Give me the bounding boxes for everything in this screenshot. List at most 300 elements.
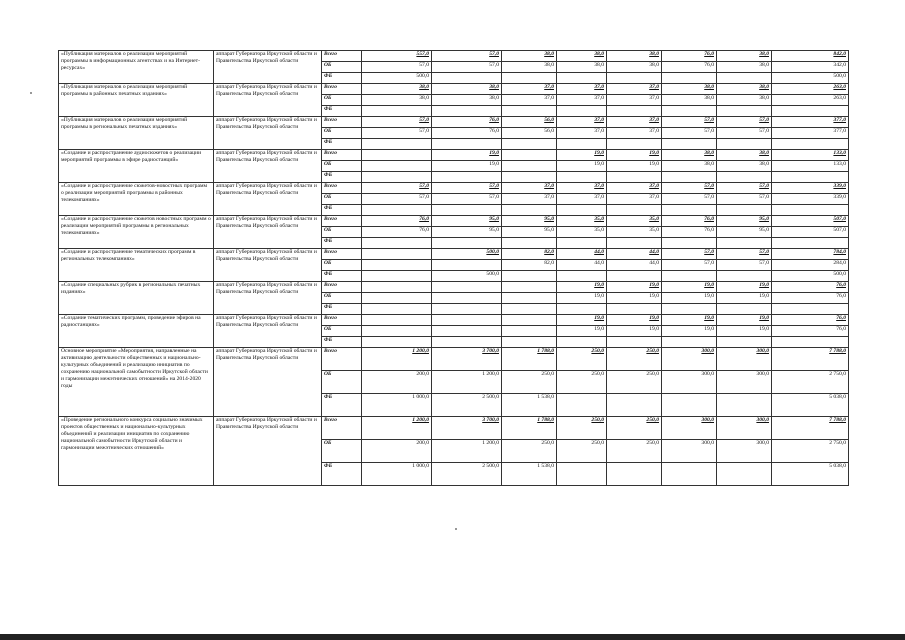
- executor-cell: аппарат Губернатора Иркутской области и Правительства Иркутской области: [214, 51, 322, 84]
- value-cell: 38,0: [717, 95, 772, 106]
- value-cell: 76,0: [432, 128, 502, 139]
- value-cell: 82,0: [502, 260, 557, 271]
- value-cell: 95,0: [717, 216, 772, 227]
- value-cell: 19,0: [557, 282, 607, 293]
- executor-cell: аппарат Губернатора Иркутской области и Правительства Иркутской области: [214, 84, 322, 117]
- activity-name-cell: «Создание и распространение аудиосюжетов о реализации мероприятий программы в эфире радиостанций»: [59, 150, 214, 183]
- value-cell: 82,0: [502, 249, 557, 260]
- value-cell: 44,0: [607, 249, 662, 260]
- value-cell: 38,0: [717, 51, 772, 62]
- value-cell: [717, 304, 772, 315]
- value-cell: [607, 337, 662, 348]
- total-value-cell: 784,0: [772, 249, 849, 260]
- value-cell: 95,0: [432, 216, 502, 227]
- value-cell: 1 788,0: [502, 417, 557, 440]
- value-cell: 38,0: [432, 95, 502, 106]
- value-cell: 37,0: [557, 128, 607, 139]
- funding-source-cell: ФБ: [322, 337, 362, 348]
- value-cell: [362, 293, 432, 304]
- value-cell: 250,0: [607, 417, 662, 440]
- value-cell: [362, 326, 432, 337]
- total-value-cell: 377,0: [772, 128, 849, 139]
- value-cell: [662, 205, 717, 216]
- value-cell: 38,0: [662, 161, 717, 172]
- value-cell: [717, 139, 772, 150]
- funding-source-cell: Всего: [322, 249, 362, 260]
- funding-source-cell: ОБ: [322, 371, 362, 394]
- value-cell: 38,0: [607, 51, 662, 62]
- table-row: [59, 84, 849, 95]
- value-cell: 38,0: [717, 84, 772, 95]
- value-cell: 37,0: [557, 95, 607, 106]
- value-cell: 300,0: [717, 417, 772, 440]
- value-cell: [502, 73, 557, 84]
- value-cell: 37,0: [607, 183, 662, 194]
- total-value-cell: 76,0: [772, 326, 849, 337]
- activity-name-cell: «Создание и распространение тематических программ в региональных телекомпаниях»: [59, 249, 214, 282]
- value-cell: [607, 139, 662, 150]
- value-cell: [717, 337, 772, 348]
- value-cell: 37,0: [607, 194, 662, 205]
- total-value-cell: 76,0: [772, 282, 849, 293]
- table-row: [59, 117, 849, 128]
- value-cell: [717, 73, 772, 84]
- value-cell: 57,0: [362, 194, 432, 205]
- funding-source-cell: ФБ: [322, 238, 362, 249]
- value-cell: 1 200,0: [362, 417, 432, 440]
- funding-source-cell: ОБ: [322, 440, 362, 463]
- value-cell: 57,0: [432, 62, 502, 73]
- activity-name-cell: «Создание специальных рубрик в региональных печатных изданиях»: [59, 282, 214, 315]
- value-cell: 38,0: [502, 62, 557, 73]
- table-row: [59, 282, 849, 293]
- value-cell: 500,0: [362, 73, 432, 84]
- activity-name-cell: «Публикация материалов о реализации мероприятий программы в информационных агентствах и на Интернет-ресурсах»: [59, 51, 214, 84]
- value-cell: 57,0: [717, 249, 772, 260]
- funding-source-cell: ФБ: [322, 172, 362, 183]
- value-cell: 38,0: [557, 51, 607, 62]
- value-cell: [502, 293, 557, 304]
- value-cell: 557,0: [362, 51, 432, 62]
- value-cell: 57,0: [432, 51, 502, 62]
- value-cell: 300,0: [717, 371, 772, 394]
- value-cell: [362, 205, 432, 216]
- value-cell: [432, 139, 502, 150]
- value-cell: [557, 238, 607, 249]
- funding-source-cell: Всего: [322, 348, 362, 371]
- value-cell: [662, 304, 717, 315]
- total-value-cell: 500,0: [772, 271, 849, 282]
- value-cell: [432, 106, 502, 117]
- value-cell: [432, 282, 502, 293]
- value-cell: 300,0: [717, 348, 772, 371]
- scan-speck: [30, 92, 32, 94]
- value-cell: 19,0: [607, 315, 662, 326]
- value-cell: 38,0: [607, 62, 662, 73]
- value-cell: 38,0: [717, 161, 772, 172]
- value-cell: 44,0: [607, 260, 662, 271]
- value-cell: 57,0: [717, 128, 772, 139]
- value-cell: 19,0: [432, 150, 502, 161]
- value-cell: 19,0: [662, 315, 717, 326]
- value-cell: [717, 394, 772, 417]
- value-cell: 19,0: [662, 326, 717, 337]
- total-value-cell: 76,0: [772, 315, 849, 326]
- value-cell: [662, 337, 717, 348]
- total-value-cell: 284,0: [772, 260, 849, 271]
- value-cell: [432, 238, 502, 249]
- value-cell: 95,0: [502, 216, 557, 227]
- value-cell: [607, 205, 662, 216]
- total-value-cell: 500,0: [772, 73, 849, 84]
- budget-table-body: [59, 51, 849, 486]
- value-cell: [557, 463, 607, 486]
- value-cell: [362, 304, 432, 315]
- funding-source-cell: ФБ: [322, 271, 362, 282]
- value-cell: 44,0: [557, 260, 607, 271]
- value-cell: 95,0: [502, 227, 557, 238]
- value-cell: 57,0: [362, 62, 432, 73]
- value-cell: 19,0: [717, 315, 772, 326]
- total-value-cell: 339,0: [772, 194, 849, 205]
- executor-cell: аппарат Губернатора Иркутской области и Правительства Иркутской области: [214, 150, 322, 183]
- value-cell: 500,0: [432, 271, 502, 282]
- value-cell: 1 200,0: [432, 371, 502, 394]
- value-cell: 76,0: [362, 216, 432, 227]
- value-cell: 37,0: [557, 117, 607, 128]
- value-cell: 19,0: [557, 293, 607, 304]
- total-value-cell: 263,0: [772, 84, 849, 95]
- value-cell: 19,0: [717, 293, 772, 304]
- value-cell: [362, 249, 432, 260]
- value-cell: 19,0: [662, 293, 717, 304]
- value-cell: 57,0: [662, 128, 717, 139]
- value-cell: 250,0: [557, 417, 607, 440]
- value-cell: [502, 282, 557, 293]
- value-cell: [717, 172, 772, 183]
- value-cell: [717, 271, 772, 282]
- total-value-cell: 507,0: [772, 216, 849, 227]
- value-cell: 38,0: [662, 95, 717, 106]
- value-cell: [502, 161, 557, 172]
- value-cell: 250,0: [607, 371, 662, 394]
- value-cell: [362, 172, 432, 183]
- funding-source-cell: ФБ: [322, 304, 362, 315]
- value-cell: 3 700,0: [432, 417, 502, 440]
- value-cell: 37,0: [607, 128, 662, 139]
- value-cell: [432, 315, 502, 326]
- value-cell: 19,0: [607, 326, 662, 337]
- value-cell: [607, 73, 662, 84]
- activity-name-cell: «Публикация материалов о реализации мероприятий программы в региональных печатных изданиях»: [59, 117, 214, 150]
- value-cell: 37,0: [557, 194, 607, 205]
- funding-source-cell: ФБ: [322, 106, 362, 117]
- value-cell: 38,0: [662, 84, 717, 95]
- value-cell: 35,0: [607, 227, 662, 238]
- value-cell: 37,0: [502, 194, 557, 205]
- value-cell: 57,0: [662, 183, 717, 194]
- value-cell: [432, 73, 502, 84]
- total-value-cell: 7 788,0: [772, 417, 849, 440]
- value-cell: 1 788,0: [502, 348, 557, 371]
- funding-source-cell: ФБ: [322, 463, 362, 486]
- value-cell: [607, 238, 662, 249]
- value-cell: 19,0: [557, 150, 607, 161]
- value-cell: [502, 139, 557, 150]
- value-cell: [432, 293, 502, 304]
- value-cell: 76,0: [662, 62, 717, 73]
- value-cell: 37,0: [502, 95, 557, 106]
- value-cell: 38,0: [557, 62, 607, 73]
- value-cell: 300,0: [662, 371, 717, 394]
- value-cell: [502, 271, 557, 282]
- value-cell: 76,0: [432, 117, 502, 128]
- value-cell: 37,0: [557, 84, 607, 95]
- value-cell: 35,0: [557, 216, 607, 227]
- value-cell: 57,0: [717, 260, 772, 271]
- value-cell: 2 500,0: [432, 394, 502, 417]
- value-cell: 250,0: [607, 440, 662, 463]
- value-cell: 250,0: [557, 371, 607, 394]
- activity-name-cell: «Проведение регионального конкурса социально значимых проектов общественных и национально-культурных объединений и реализации инициатив по сохранению национальной самобытности Иркутской области и гармонизации межэтнических отношений»: [59, 417, 214, 486]
- value-cell: [502, 315, 557, 326]
- value-cell: [362, 260, 432, 271]
- value-cell: [502, 205, 557, 216]
- activity-name-cell: «Создание и распространение сюжетов новостных программ о реализации мероприятий программы в региональных телекомпаниях»: [59, 216, 214, 249]
- funding-source-cell: ОБ: [322, 260, 362, 271]
- value-cell: [557, 139, 607, 150]
- funding-source-cell: ОБ: [322, 227, 362, 238]
- value-cell: 1 000,0: [362, 394, 432, 417]
- activity-name-cell: Основное мероприятие «Мероприятия, направленные на активизацию деятельности общественных и национально-культурных объединений и реализацию инициатив по сохранению национальной самобытности Иркутской области и гармонизации межэтнических отношений» на 2014-2020 годы: [59, 348, 214, 417]
- value-cell: 300,0: [662, 417, 717, 440]
- value-cell: [607, 463, 662, 486]
- value-cell: [362, 161, 432, 172]
- value-cell: 1 538,0: [502, 463, 557, 486]
- value-cell: [557, 205, 607, 216]
- value-cell: [557, 172, 607, 183]
- total-value-cell: [772, 205, 849, 216]
- value-cell: 95,0: [432, 227, 502, 238]
- value-cell: [362, 238, 432, 249]
- total-value-cell: [772, 337, 849, 348]
- value-cell: 76,0: [362, 227, 432, 238]
- value-cell: 38,0: [432, 84, 502, 95]
- value-cell: 38,0: [362, 84, 432, 95]
- value-cell: [432, 260, 502, 271]
- value-cell: [362, 337, 432, 348]
- value-cell: 56,0: [502, 117, 557, 128]
- value-cell: 35,0: [607, 216, 662, 227]
- value-cell: [717, 106, 772, 117]
- table-row: [59, 417, 849, 440]
- funding-source-cell: ФБ: [322, 139, 362, 150]
- funding-source-cell: ФБ: [322, 205, 362, 216]
- value-cell: 250,0: [557, 348, 607, 371]
- funding-source-cell: Всего: [322, 51, 362, 62]
- value-cell: 56,0: [502, 128, 557, 139]
- value-cell: 250,0: [502, 371, 557, 394]
- value-cell: 76,0: [662, 51, 717, 62]
- scan-bottom-edge: [0, 634, 905, 640]
- value-cell: 37,0: [607, 117, 662, 128]
- total-value-cell: 2 750,0: [772, 440, 849, 463]
- value-cell: 19,0: [717, 282, 772, 293]
- value-cell: 76,0: [662, 216, 717, 227]
- funding-source-cell: ОБ: [322, 95, 362, 106]
- value-cell: [502, 238, 557, 249]
- value-cell: 37,0: [557, 183, 607, 194]
- executor-cell: аппарат Губернатора Иркутской области и Правительства Иркутской области: [214, 117, 322, 150]
- value-cell: 1 000,0: [362, 463, 432, 486]
- total-value-cell: [772, 172, 849, 183]
- value-cell: 37,0: [607, 84, 662, 95]
- funding-source-cell: ОБ: [322, 194, 362, 205]
- total-value-cell: 133,0: [772, 161, 849, 172]
- executor-cell: аппарат Губернатора Иркутской области и Правительства Иркутской области: [214, 282, 322, 315]
- value-cell: 57,0: [662, 249, 717, 260]
- value-cell: 57,0: [662, 117, 717, 128]
- executor-cell: аппарат Губернатора Иркутской области и Правительства Иркутской области: [214, 348, 322, 417]
- value-cell: 57,0: [662, 260, 717, 271]
- value-cell: [502, 337, 557, 348]
- value-cell: [662, 463, 717, 486]
- value-cell: [362, 139, 432, 150]
- table-row: [59, 348, 849, 371]
- value-cell: 1 538,0: [502, 394, 557, 417]
- value-cell: [607, 106, 662, 117]
- value-cell: [607, 304, 662, 315]
- value-cell: [662, 106, 717, 117]
- value-cell: 19,0: [717, 326, 772, 337]
- total-value-cell: 339,0: [772, 183, 849, 194]
- value-cell: 38,0: [717, 62, 772, 73]
- funding-source-cell: Всего: [322, 117, 362, 128]
- table-row: [59, 249, 849, 260]
- value-cell: [502, 172, 557, 183]
- value-cell: 57,0: [717, 194, 772, 205]
- value-cell: [362, 150, 432, 161]
- total-value-cell: [772, 304, 849, 315]
- value-cell: 37,0: [502, 183, 557, 194]
- total-value-cell: 5 038,0: [772, 394, 849, 417]
- executor-cell: аппарат Губернатора Иркутской области и Правительства Иркутской области: [214, 249, 322, 282]
- value-cell: 57,0: [717, 183, 772, 194]
- executor-cell: аппарат Губернатора Иркутской области и Правительства Иркутской области: [214, 216, 322, 249]
- value-cell: 1 200,0: [432, 440, 502, 463]
- total-value-cell: 5 038,0: [772, 463, 849, 486]
- value-cell: 38,0: [717, 150, 772, 161]
- total-value-cell: 76,0: [772, 293, 849, 304]
- value-cell: [557, 271, 607, 282]
- value-cell: 500,0: [432, 249, 502, 260]
- value-cell: 19,0: [557, 315, 607, 326]
- activity-name-cell: «Публикация материалов о реализации мероприятий программы в районных печатных изданиях»: [59, 84, 214, 117]
- value-cell: 2 500,0: [432, 463, 502, 486]
- value-cell: 1 200,0: [362, 348, 432, 371]
- funding-source-cell: Всего: [322, 282, 362, 293]
- value-cell: [662, 394, 717, 417]
- value-cell: 250,0: [607, 348, 662, 371]
- funding-source-cell: ОБ: [322, 128, 362, 139]
- value-cell: [432, 326, 502, 337]
- value-cell: [502, 326, 557, 337]
- value-cell: [662, 73, 717, 84]
- value-cell: [502, 150, 557, 161]
- value-cell: [557, 304, 607, 315]
- funding-source-cell: ОБ: [322, 161, 362, 172]
- value-cell: [717, 205, 772, 216]
- value-cell: [607, 271, 662, 282]
- value-cell: [362, 271, 432, 282]
- funding-source-cell: Всего: [322, 417, 362, 440]
- value-cell: 37,0: [607, 95, 662, 106]
- value-cell: 76,0: [662, 227, 717, 238]
- total-value-cell: 2 750,0: [772, 371, 849, 394]
- value-cell: 57,0: [432, 194, 502, 205]
- value-cell: [432, 337, 502, 348]
- funding-source-cell: ОБ: [322, 293, 362, 304]
- value-cell: [362, 315, 432, 326]
- total-value-cell: 263,0: [772, 95, 849, 106]
- value-cell: [662, 139, 717, 150]
- funding-source-cell: Всего: [322, 216, 362, 227]
- value-cell: [557, 337, 607, 348]
- total-value-cell: 7 788,0: [772, 348, 849, 371]
- funding-source-cell: Всего: [322, 84, 362, 95]
- total-value-cell: [772, 106, 849, 117]
- value-cell: [432, 172, 502, 183]
- value-cell: 19,0: [557, 161, 607, 172]
- total-value-cell: 507,0: [772, 227, 849, 238]
- value-cell: 57,0: [362, 128, 432, 139]
- value-cell: 19,0: [557, 326, 607, 337]
- value-cell: 200,0: [362, 440, 432, 463]
- value-cell: 19,0: [607, 150, 662, 161]
- value-cell: [662, 172, 717, 183]
- table-row: [59, 51, 849, 62]
- value-cell: [717, 463, 772, 486]
- table-row: [59, 150, 849, 161]
- table-row: [59, 315, 849, 326]
- total-value-cell: 842,0: [772, 51, 849, 62]
- value-cell: [502, 106, 557, 117]
- value-cell: 35,0: [557, 227, 607, 238]
- value-cell: 250,0: [557, 440, 607, 463]
- table-row: [59, 183, 849, 194]
- value-cell: [662, 271, 717, 282]
- value-cell: [502, 304, 557, 315]
- value-cell: 44,0: [557, 249, 607, 260]
- funding-source-cell: ФБ: [322, 73, 362, 84]
- value-cell: 3 700,0: [432, 348, 502, 371]
- value-cell: 300,0: [662, 440, 717, 463]
- value-cell: 200,0: [362, 371, 432, 394]
- value-cell: [362, 106, 432, 117]
- value-cell: [717, 238, 772, 249]
- value-cell: [607, 394, 662, 417]
- activity-name-cell: «Создание и распространение сюжетов-новостных программ о реализации мероприятий программы в районных телекомпаниях»: [59, 183, 214, 216]
- value-cell: [557, 73, 607, 84]
- value-cell: [432, 304, 502, 315]
- value-cell: 57,0: [432, 183, 502, 194]
- budget-table: [58, 50, 849, 486]
- value-cell: 57,0: [362, 117, 432, 128]
- value-cell: 57,0: [717, 117, 772, 128]
- value-cell: 300,0: [717, 440, 772, 463]
- value-cell: 38,0: [502, 51, 557, 62]
- executor-cell: аппарат Губернатора Иркутской области и Правительства Иркутской области: [214, 315, 322, 348]
